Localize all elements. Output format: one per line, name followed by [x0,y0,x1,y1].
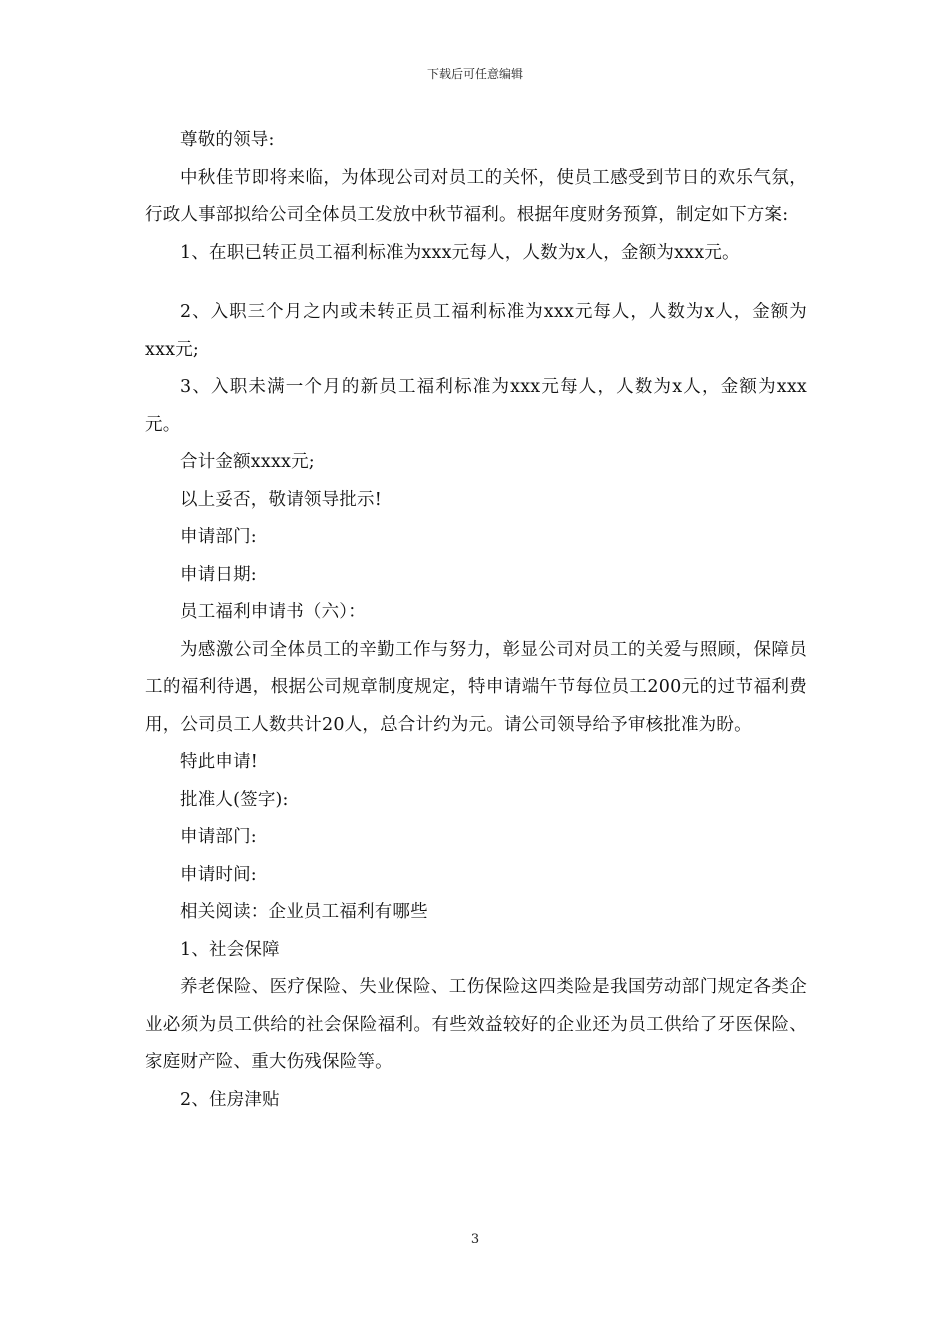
approver-signature: 批准人(签字): [180,789,289,810]
application-paragraph: 为感激公司全体员工的辛勤工作与努力，彰显公司对员工的关爱与照顾，保障员工的福利待遇，根据公司规章制度规定，特申请端午节每位员工200元的过节福利费用，公司员工人数共计20人，总合计约为元。请公司领导给予审核批准为盼。 [145,639,807,735]
spacer [145,272,807,294]
application-time: 申请时间: [180,864,257,885]
related-reading: 相关阅读：企业员工福利有哪些 [180,902,428,922]
total-amount: 合计金额xxxx元; [180,452,315,472]
page-number: 3 [470,1232,480,1247]
social-security-paragraph: 养老保险、医疗保险、失业保险、工伤保险这四类险是我国劳动部门规定各类企业必须为员工供给的社会保险福利。有些效益较好的企业还为员工供给了牙医保险、家庭财产险、重大伤残保险等。 [145,977,807,1072]
intro-paragraph: 中秋佳节即将来临，为体现公司对员工的关怀，使员工感受到节日的欢乐气氛，行政人事部拟给公司全体员工发放中秋节福利。根据年度财务预算，制定如下方案: [145,167,807,225]
plan-item-1: 1、在职已转正员工福利标准为xxx元每人，人数为x人，金额为xxx元。 [180,242,740,263]
closing-line: 特此申请! [180,752,259,772]
plan-item-2: 2、入职三个月之内或未转正员工福利标准为xxx元每人，人数为x人，金额为xxx元; [145,302,807,360]
list-heading-social-security: 1、社会保障 [180,939,280,960]
document-body [145,122,807,1119]
application-date: 申请日期: [180,564,257,585]
plan-item-3: 3、入职未满一个月的新员工福利标准为xxx元每人，人数为x人，金额为xxx元。 [145,377,807,435]
section-title: 员工福利申请书（六）： [180,602,366,622]
list-heading-housing-allowance: 2、住房津贴 [180,1089,280,1110]
applicant-department-2: 申请部门: [180,827,257,847]
applicant-department: 申请部门: [180,527,257,547]
approval-request: 以上妥否，敬请领导批示! [180,489,382,510]
page-header: 下载后可任意编辑 [426,67,523,81]
salutation: 尊敬的领导: [180,130,275,150]
